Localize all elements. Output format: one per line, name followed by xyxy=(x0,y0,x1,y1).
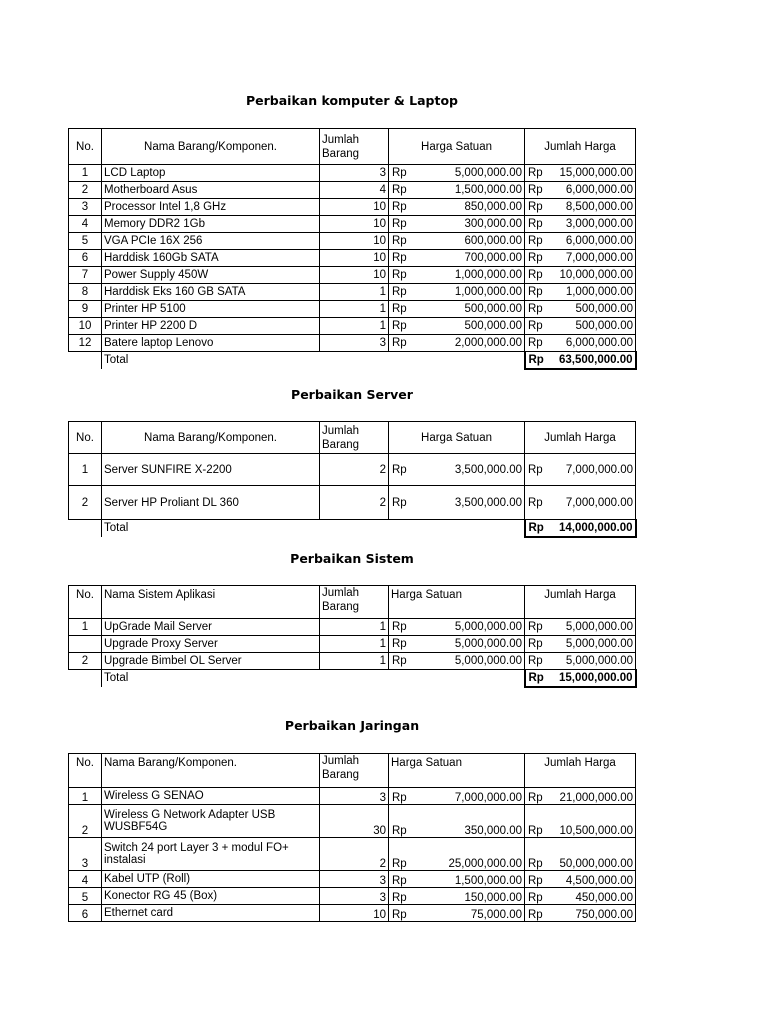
row-no: 6 xyxy=(69,905,102,922)
row-item-name: Switch 24 port Layer 3 + modul FO+ instalasi xyxy=(102,838,320,871)
row-item-name: Harddisk Eks 160 GB SATA xyxy=(102,284,320,301)
header-jumlah-harga: Jumlah Harga xyxy=(525,129,636,165)
table-row xyxy=(69,216,636,233)
row-unit-price: 1,500,000.00 xyxy=(418,182,525,199)
row-item-name: UpGrade Mail Server xyxy=(102,619,320,636)
row-no: 3 xyxy=(69,199,102,216)
row-unit-currency: Rp xyxy=(389,165,418,182)
table-row xyxy=(69,905,636,922)
header-jumlah-barang: Jumlah Barang xyxy=(320,422,389,454)
row-item-name: Wireless G SENAO xyxy=(102,788,320,805)
table-row xyxy=(69,653,636,670)
table-row xyxy=(69,199,636,216)
row-unit-price: 300,000.00 xyxy=(418,216,525,233)
header-jumlah-harga: Jumlah Harga xyxy=(525,586,636,619)
row-total-currency: Rp xyxy=(525,267,554,284)
table-row xyxy=(69,284,636,301)
table-row xyxy=(69,636,636,653)
row-quantity: 3 xyxy=(320,788,389,805)
row-no: 6 xyxy=(69,250,102,267)
row-total-currency: Rp xyxy=(525,619,554,636)
row-total-price: 1,000,000.00 xyxy=(554,284,636,301)
header-no: No. xyxy=(69,754,102,788)
row-total-currency: Rp xyxy=(525,653,554,670)
row-item-name: Processor Intel 1,8 GHz xyxy=(102,199,320,216)
row-total-currency: Rp xyxy=(525,486,554,520)
row-quantity: 2 xyxy=(320,838,389,871)
total-value: 63,500,000.00 xyxy=(554,352,636,369)
header-nama: Nama Barang/Komponen. xyxy=(102,129,320,165)
header-jumlah-harga: Jumlah Harga xyxy=(525,754,636,788)
row-no: 4 xyxy=(69,871,102,888)
table-row xyxy=(69,165,636,182)
table-row xyxy=(69,454,636,486)
row-item-name: Upgrade Bimbel OL Server xyxy=(102,653,320,670)
table-row xyxy=(69,788,636,805)
row-total-currency: Rp xyxy=(525,233,554,250)
table-jaringan xyxy=(68,753,636,922)
row-unit-price: 350,000.00 xyxy=(418,805,525,838)
row-quantity: 4 xyxy=(320,182,389,199)
row-no: 8 xyxy=(69,284,102,301)
row-quantity: 10 xyxy=(320,905,389,922)
header-jumlah-barang: Jumlah Barang xyxy=(320,129,389,165)
row-item-name: Memory DDR2 1Gb xyxy=(102,216,320,233)
row-unit-price: 150,000.00 xyxy=(418,888,525,905)
row-no: 7 xyxy=(69,267,102,284)
row-total-price: 5,000,000.00 xyxy=(554,636,636,653)
row-quantity: 3 xyxy=(320,165,389,182)
total-value: 15,000,000.00 xyxy=(554,670,636,687)
table-sistem xyxy=(68,585,637,688)
table-row xyxy=(69,619,636,636)
row-total-currency: Rp xyxy=(525,888,554,905)
total-label: Total xyxy=(102,670,320,687)
row-unit-price: 5,000,000.00 xyxy=(418,653,525,670)
row-item-name: Batere laptop Lenovo xyxy=(102,335,320,352)
row-total-price: 15,000,000.00 xyxy=(554,165,636,182)
row-no: 5 xyxy=(69,888,102,905)
row-no: 1 xyxy=(69,165,102,182)
row-quantity: 1 xyxy=(320,619,389,636)
row-no: 3 xyxy=(69,838,102,871)
row-total-price: 7,000,000.00 xyxy=(554,250,636,267)
row-item-name: VGA PCIe 16X 256 xyxy=(102,233,320,250)
row-quantity: 3 xyxy=(320,888,389,905)
row-item-name: Printer HP 2200 D xyxy=(102,318,320,335)
row-item-name: Server SUNFIRE X-2200 xyxy=(102,454,320,486)
total-currency: Rp xyxy=(525,520,554,537)
table-row xyxy=(69,233,636,250)
row-unit-currency: Rp xyxy=(389,805,418,838)
row-unit-currency: Rp xyxy=(389,199,418,216)
row-quantity: 2 xyxy=(320,486,389,520)
row-unit-currency: Rp xyxy=(389,216,418,233)
row-unit-currency: Rp xyxy=(389,888,418,905)
row-item-name: Printer HP 5100 xyxy=(102,301,320,318)
header-nama: Nama Sistem Aplikasi xyxy=(102,586,320,619)
row-total-price: 4,500,000.00 xyxy=(554,871,636,888)
header-nama: Nama Barang/Komponen. xyxy=(102,422,320,454)
row-quantity: 10 xyxy=(320,250,389,267)
row-no: 2 xyxy=(69,653,102,670)
row-no: 2 xyxy=(69,182,102,199)
row-total-price: 5,000,000.00 xyxy=(554,653,636,670)
row-total-currency: Rp xyxy=(525,182,554,199)
table-row xyxy=(69,182,636,199)
row-unit-currency: Rp xyxy=(389,636,418,653)
row-unit-currency: Rp xyxy=(389,267,418,284)
row-total-price: 7,000,000.00 xyxy=(554,486,636,520)
row-item-name: Ethernet card xyxy=(102,905,320,922)
row-total-price: 450,000.00 xyxy=(554,888,636,905)
section-title-komputer-laptop: Perbaikan komputer & Laptop xyxy=(246,93,458,108)
row-no: 2 xyxy=(69,486,102,520)
row-quantity: 1 xyxy=(320,318,389,335)
row-total-price: 750,000.00 xyxy=(554,905,636,922)
row-quantity: 2 xyxy=(320,454,389,486)
row-total-currency: Rp xyxy=(525,301,554,318)
row-no: 1 xyxy=(69,788,102,805)
row-total-currency: Rp xyxy=(525,318,554,335)
row-total-currency: Rp xyxy=(525,284,554,301)
header-harga-satuan: Harga Satuan xyxy=(389,129,525,165)
table-server xyxy=(68,421,637,538)
row-no: 9 xyxy=(69,301,102,318)
row-unit-currency: Rp xyxy=(389,284,418,301)
row-unit-currency: Rp xyxy=(389,653,418,670)
total-blank xyxy=(69,352,102,369)
row-total-currency: Rp xyxy=(525,250,554,267)
table-row xyxy=(69,838,636,871)
table-komputer-laptop xyxy=(68,128,637,370)
row-no: 2 xyxy=(69,805,102,838)
table-row xyxy=(69,267,636,284)
header-nama: Nama Barang/Komponen. xyxy=(102,754,320,788)
row-total-price: 500,000.00 xyxy=(554,318,636,335)
table-row xyxy=(69,486,636,520)
row-no: 5 xyxy=(69,233,102,250)
row-unit-price: 1,000,000.00 xyxy=(418,267,525,284)
row-unit-price: 3,500,000.00 xyxy=(418,486,525,520)
row-unit-price: 600,000.00 xyxy=(418,233,525,250)
row-total-price: 5,000,000.00 xyxy=(554,619,636,636)
row-unit-currency: Rp xyxy=(389,788,418,805)
row-no xyxy=(69,636,102,653)
row-unit-price: 5,000,000.00 xyxy=(418,165,525,182)
row-total-price: 10,500,000.00 xyxy=(554,805,636,838)
row-unit-currency: Rp xyxy=(389,905,418,922)
row-quantity: 10 xyxy=(320,267,389,284)
row-quantity: 10 xyxy=(320,216,389,233)
row-unit-price: 500,000.00 xyxy=(418,318,525,335)
row-quantity: 1 xyxy=(320,636,389,653)
row-unit-price: 75,000.00 xyxy=(418,905,525,922)
row-total-currency: Rp xyxy=(525,788,554,805)
row-item-name: Motherboard Asus xyxy=(102,182,320,199)
table-row xyxy=(69,250,636,267)
total-currency: Rp xyxy=(525,352,554,369)
row-unit-price: 500,000.00 xyxy=(418,301,525,318)
row-unit-price: 1,500,000.00 xyxy=(418,871,525,888)
row-quantity: 10 xyxy=(320,199,389,216)
row-unit-price: 3,500,000.00 xyxy=(418,454,525,486)
row-total-price: 3,000,000.00 xyxy=(554,216,636,233)
row-no: 10 xyxy=(69,318,102,335)
row-quantity: 30 xyxy=(320,805,389,838)
row-unit-currency: Rp xyxy=(389,233,418,250)
row-quantity: 3 xyxy=(320,335,389,352)
row-unit-price: 7,000,000.00 xyxy=(418,788,525,805)
row-unit-price: 5,000,000.00 xyxy=(418,636,525,653)
row-unit-currency: Rp xyxy=(389,619,418,636)
row-unit-currency: Rp xyxy=(389,301,418,318)
header-harga-satuan: Harga Satuan xyxy=(389,422,525,454)
header-harga-satuan: Harga Satuan xyxy=(389,586,525,619)
row-item-name: Power Supply 450W xyxy=(102,267,320,284)
total-value: 14,000,000.00 xyxy=(554,520,636,537)
row-unit-currency: Rp xyxy=(389,318,418,335)
row-total-price: 6,000,000.00 xyxy=(554,335,636,352)
row-unit-price: 850,000.00 xyxy=(418,199,525,216)
row-no: 12 xyxy=(69,335,102,352)
section-title-jaringan: Perbaikan Jaringan xyxy=(284,718,420,733)
row-item-name: Server HP Proliant DL 360 xyxy=(102,486,320,520)
row-unit-currency: Rp xyxy=(389,335,418,352)
row-quantity: 1 xyxy=(320,301,389,318)
table-row xyxy=(69,318,636,335)
row-total-price: 6,000,000.00 xyxy=(554,182,636,199)
row-unit-price: 2,000,000.00 xyxy=(418,335,525,352)
row-item-name: Konector RG 45 (Box) xyxy=(102,888,320,905)
table-row xyxy=(69,871,636,888)
row-no: 1 xyxy=(69,619,102,636)
row-unit-price: 5,000,000.00 xyxy=(418,619,525,636)
row-total-currency: Rp xyxy=(525,335,554,352)
row-item-name: LCD Laptop xyxy=(102,165,320,182)
header-no: No. xyxy=(69,129,102,165)
table-row xyxy=(69,888,636,905)
row-total-currency: Rp xyxy=(525,871,554,888)
section-title-sistem: Perbaikan Sistem xyxy=(290,551,414,566)
row-total-price: 7,000,000.00 xyxy=(554,454,636,486)
row-total-price: 21,000,000.00 xyxy=(554,788,636,805)
row-quantity: 10 xyxy=(320,233,389,250)
header-jumlah-harga: Jumlah Harga xyxy=(525,422,636,454)
row-no: 1 xyxy=(69,454,102,486)
row-total-price: 10,000,000.00 xyxy=(554,267,636,284)
row-item-name: Harddisk 160Gb SATA xyxy=(102,250,320,267)
row-item-name: Kabel UTP (Roll) xyxy=(102,871,320,888)
row-total-price: 8,500,000.00 xyxy=(554,199,636,216)
row-unit-price: 700,000.00 xyxy=(418,250,525,267)
row-total-currency: Rp xyxy=(525,805,554,838)
row-unit-currency: Rp xyxy=(389,250,418,267)
header-no: No. xyxy=(69,586,102,619)
row-total-price: 500,000.00 xyxy=(554,301,636,318)
header-no: No. xyxy=(69,422,102,454)
table-row xyxy=(69,301,636,318)
total-currency: Rp xyxy=(525,670,554,687)
table-row xyxy=(69,805,636,838)
row-quantity: 1 xyxy=(320,653,389,670)
header-jumlah-barang: Jumlah Barang xyxy=(320,586,389,619)
total-label: Total xyxy=(102,520,320,537)
row-total-currency: Rp xyxy=(525,636,554,653)
section-title-server: Perbaikan Server xyxy=(291,387,413,402)
row-total-currency: Rp xyxy=(525,838,554,871)
row-no: 4 xyxy=(69,216,102,233)
total-label: Total xyxy=(102,352,320,369)
row-total-currency: Rp xyxy=(525,905,554,922)
row-unit-price: 25,000,000.00 xyxy=(418,838,525,871)
row-total-currency: Rp xyxy=(525,165,554,182)
row-unit-currency: Rp xyxy=(389,871,418,888)
row-total-currency: Rp xyxy=(525,216,554,233)
table-row xyxy=(69,335,636,352)
row-unit-currency: Rp xyxy=(389,838,418,871)
row-quantity: 1 xyxy=(320,284,389,301)
row-unit-currency: Rp xyxy=(389,486,418,520)
row-unit-price: 1,000,000.00 xyxy=(418,284,525,301)
row-total-currency: Rp xyxy=(525,199,554,216)
header-jumlah-barang: Jumlah Barang xyxy=(320,754,389,788)
row-item-name: Upgrade Proxy Server xyxy=(102,636,320,653)
row-unit-currency: Rp xyxy=(389,454,418,486)
row-unit-currency: Rp xyxy=(389,182,418,199)
row-total-price: 6,000,000.00 xyxy=(554,233,636,250)
row-total-currency: Rp xyxy=(525,454,554,486)
header-harga-satuan: Harga Satuan xyxy=(389,754,525,788)
row-quantity: 3 xyxy=(320,871,389,888)
row-total-price: 50,000,000.00 xyxy=(554,838,636,871)
row-item-name: Wireless G Network Adapter USB WUSBF54G xyxy=(102,805,320,838)
